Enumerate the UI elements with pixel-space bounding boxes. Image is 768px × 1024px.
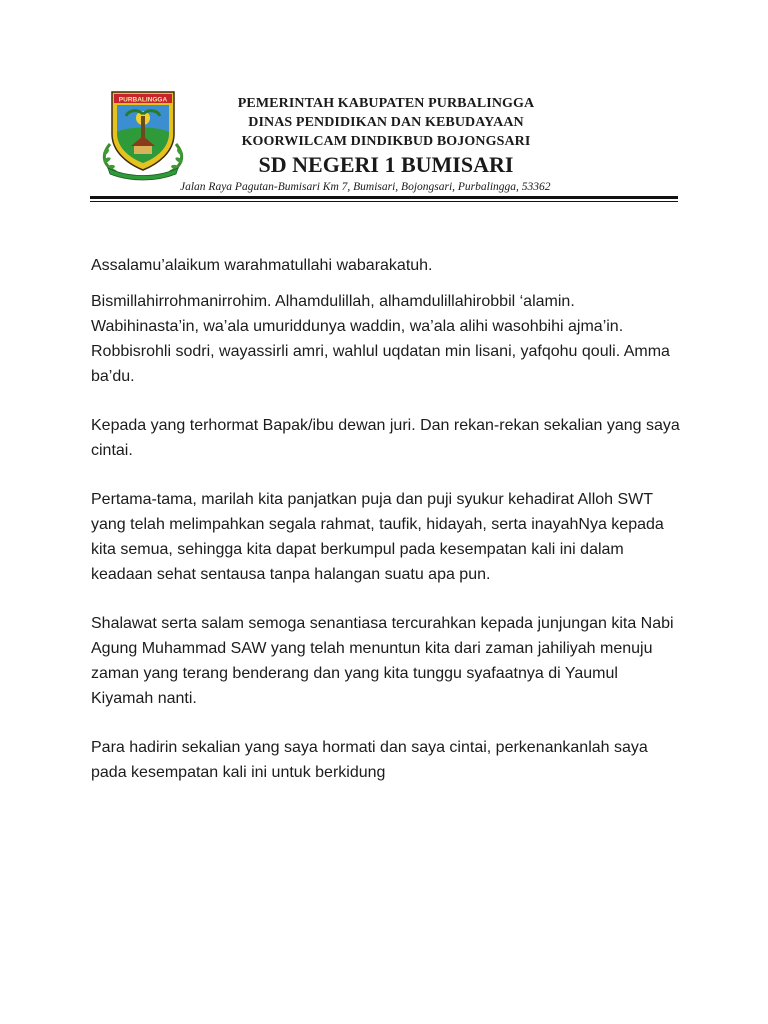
government-name: PEMERINTAH KABUPATEN PURBALINGGA — [237, 96, 535, 111]
letterhead-thin-rule — [90, 201, 678, 202]
letterhead-thick-rule — [90, 196, 678, 199]
letterhead — [90, 86, 678, 204]
svg-text:PURBALINGGA: PURBALINGGA — [118, 96, 168, 104]
letterhead-text — [170, 94, 602, 179]
office-name: KOORWILCAM DINDIKBUD BOJONGSARI — [241, 134, 531, 149]
school-name: SD NEGERI 1 BUMISARI — [258, 152, 514, 177]
shalawat-paragraph: Shalawat serta salam semoga senantiasa tercurahkan kepada junjungan kita Nabi Agung Muhammad SAW yang telah menuntun kita dari zaman jahiliyah menuju zaman yang terang benderang dan yang kita tunggu syafaatnya di Yaumul Kiyamah nanti. — [91, 615, 674, 707]
address-to-judges-paragraph: Kepada yang terhormat Bapak/ibu dewan juri. Dan rekan-rekan sekalian yang saya cintai. — [91, 417, 680, 459]
gratitude-paragraph: Pertama-tama, marilah kita panjatkan puja dan puji syukur kehadirat Alloh SWT yang telah melimpahkan segala rahmat, taufik, hidayah, serta inayahNya kepada kita semua, sehingga kita dapat berkumpul pada kesempatan kali ini dalam keadaan sehat sentausa tanpa halangan suatu apa pun. — [91, 491, 664, 583]
school-address: Jalan Raya Pagutan-Bumisari Km 7, Bumisari, Bojongsari, Purbalingga, 53362 — [180, 181, 551, 193]
speech-body — [91, 253, 681, 809]
salutation-paragraph: Assalamu’alaikum warahmatullahi wabarakatuh. — [91, 257, 433, 274]
opening-prayer-paragraph: Bismillahirrohmanirrohim. Alhamdulillah, alhamdulillahirobbil ‘alamin. Wabihinasta’in, wa’ala umuriddunya waddin, wa’ala alihi wasohbihi ajma’in. Robbisrohli sodri, wayassirli amri, wahlul uqdatan min lisani, yafqohu qouli. Amma ba’du. — [91, 293, 670, 385]
introduction-paragraph: Para hadirin sekalian yang saya hormati dan saya cintai, perkenankanlah saya pada kesempatan kali ini untuk berkidung — [91, 739, 648, 781]
agency-name: DINAS PENDIDIKAN DAN KEBUDAYAAN — [248, 115, 524, 130]
